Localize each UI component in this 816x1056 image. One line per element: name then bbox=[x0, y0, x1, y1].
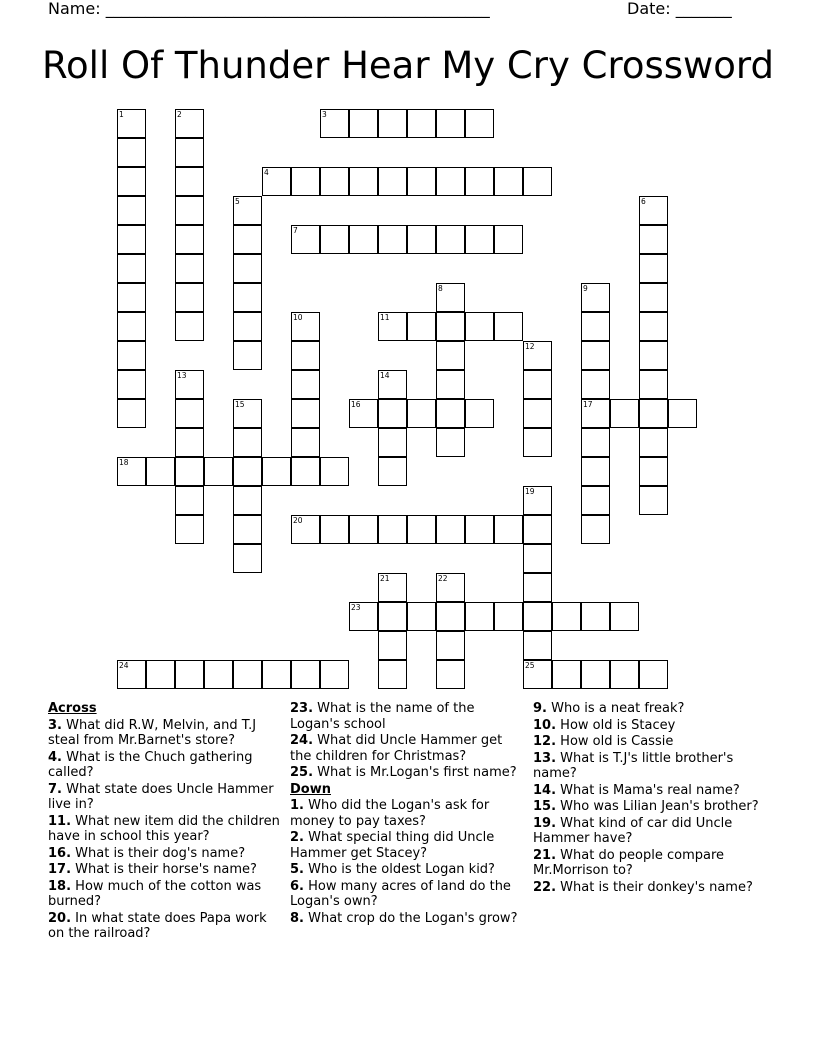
clue-number-label: 24 bbox=[119, 661, 129, 670]
grid-cell[interactable] bbox=[523, 573, 552, 602]
clue-number-label: 10 bbox=[293, 313, 303, 322]
clue-number-label: 15 bbox=[235, 400, 245, 409]
down-clue bbox=[290, 830, 522, 861]
grid-cell[interactable] bbox=[465, 602, 494, 631]
down-clue bbox=[533, 799, 773, 815]
clue-text: What is the Chuch gathering called? bbox=[48, 749, 253, 780]
grid-cell[interactable] bbox=[523, 544, 552, 573]
grid-cell[interactable] bbox=[291, 428, 320, 457]
clue-number-label: 18 bbox=[119, 458, 129, 467]
grid-cell[interactable] bbox=[581, 457, 610, 486]
clue-text: What special thing did Uncle Hammer get Stacey? bbox=[290, 830, 495, 861]
clues-column-3 bbox=[533, 701, 773, 896]
across-clue bbox=[48, 750, 282, 781]
grid-cell[interactable] bbox=[465, 167, 494, 196]
grid-cell[interactable] bbox=[523, 602, 552, 631]
clue-number-label: 21 bbox=[380, 574, 390, 583]
grid-cell[interactable] bbox=[117, 399, 146, 428]
clue-text: What crop do the Logan's grow? bbox=[308, 910, 518, 926]
grid-cell[interactable] bbox=[639, 370, 668, 399]
clue-number-label: 5 bbox=[235, 197, 240, 206]
grid-cell[interactable] bbox=[175, 138, 204, 167]
grid-cell[interactable] bbox=[378, 660, 407, 689]
clues-column-1 bbox=[48, 701, 282, 943]
grid-cell[interactable] bbox=[407, 602, 436, 631]
date-label: Date: bbox=[627, 0, 671, 18]
clue-text: What kind of car did Uncle Hammer have? bbox=[533, 815, 733, 846]
clue-number-label: 25 bbox=[525, 661, 535, 670]
grid-cell[interactable] bbox=[233, 660, 262, 689]
clue-number-label: 22 bbox=[438, 574, 448, 583]
grid-cell[interactable] bbox=[523, 167, 552, 196]
down-clue bbox=[533, 816, 773, 847]
across-clue bbox=[48, 846, 282, 862]
clue-number: 8. bbox=[290, 910, 304, 926]
grid-cell[interactable] bbox=[494, 312, 523, 341]
grid-cell[interactable] bbox=[523, 515, 552, 544]
down-clue bbox=[290, 862, 522, 878]
grid-cell[interactable] bbox=[320, 660, 349, 689]
grid-cell[interactable] bbox=[117, 196, 146, 225]
down-clue bbox=[533, 701, 773, 717]
clue-number-label: 8 bbox=[438, 284, 443, 293]
grid-cell[interactable] bbox=[436, 370, 465, 399]
grid-cell[interactable] bbox=[436, 341, 465, 370]
clue-number: 24. bbox=[290, 733, 314, 748]
across-heading: Across bbox=[48, 701, 97, 716]
clue-text: What is their donkey's name? bbox=[560, 879, 753, 895]
grid-cell[interactable] bbox=[349, 225, 378, 254]
grid-cell[interactable] bbox=[233, 254, 262, 283]
grid-cell[interactable] bbox=[436, 399, 465, 428]
grid-cell[interactable] bbox=[581, 515, 610, 544]
clue-text: How old is Stacey bbox=[560, 717, 676, 733]
grid-cell[interactable] bbox=[291, 167, 320, 196]
grid-cell[interactable] bbox=[407, 225, 436, 254]
clue-number: 9. bbox=[533, 701, 547, 716]
clue-number: 3. bbox=[48, 717, 62, 733]
grid-cell[interactable] bbox=[378, 631, 407, 660]
down-clue bbox=[533, 848, 773, 879]
down-clue bbox=[533, 783, 773, 799]
grid-cell[interactable] bbox=[378, 515, 407, 544]
down-clue bbox=[290, 911, 522, 927]
grid-cell[interactable] bbox=[175, 254, 204, 283]
grid-cell[interactable] bbox=[204, 457, 233, 486]
grid-cell[interactable] bbox=[436, 225, 465, 254]
across-clue bbox=[48, 782, 282, 813]
clue-number-label: 11 bbox=[380, 313, 390, 322]
across-clue bbox=[48, 879, 282, 910]
grid-cell[interactable] bbox=[175, 660, 204, 689]
grid-cell[interactable] bbox=[407, 515, 436, 544]
grid-cell[interactable] bbox=[175, 167, 204, 196]
grid-cell[interactable] bbox=[581, 312, 610, 341]
clue-text: What is Mama's real name? bbox=[560, 782, 740, 798]
clue-text: What did R.W, Melvin, and T.J steal from Mr.Barnet's store? bbox=[48, 717, 257, 748]
grid-cell[interactable] bbox=[639, 457, 668, 486]
grid-cell[interactable] bbox=[349, 109, 378, 138]
grid-cell[interactable] bbox=[610, 660, 639, 689]
grid-cell[interactable] bbox=[465, 312, 494, 341]
grid-cell[interactable] bbox=[117, 370, 146, 399]
grid-cell[interactable] bbox=[407, 312, 436, 341]
grid-cell[interactable] bbox=[117, 138, 146, 167]
clue-text: Who is a neat freak? bbox=[551, 701, 685, 716]
clue-text: What did Uncle Hammer get the children for Christmas? bbox=[290, 733, 503, 764]
clue-number-label: 12 bbox=[525, 342, 535, 351]
grid-cell[interactable] bbox=[436, 515, 465, 544]
grid-cell[interactable] bbox=[175, 225, 204, 254]
grid-cell[interactable] bbox=[378, 225, 407, 254]
clue-number: 14. bbox=[533, 782, 557, 798]
clue-number-label: 19 bbox=[525, 487, 535, 496]
grid-cell[interactable] bbox=[378, 167, 407, 196]
grid-cell[interactable] bbox=[378, 399, 407, 428]
grid-cell[interactable] bbox=[523, 370, 552, 399]
clue-text: Who was Lilian Jean's brother? bbox=[560, 799, 759, 814]
grid-cell[interactable] bbox=[668, 399, 697, 428]
clue-number-label: 4 bbox=[264, 168, 269, 177]
clue-number: 6. bbox=[290, 878, 304, 894]
grid-cell[interactable] bbox=[233, 544, 262, 573]
clue-text: How old is Cassie bbox=[560, 734, 674, 749]
clue-text: What is their dog's name? bbox=[75, 845, 246, 861]
clue-text: Who is the oldest Logan kid? bbox=[308, 862, 495, 877]
down-clue bbox=[533, 880, 773, 896]
grid-cell[interactable] bbox=[175, 457, 204, 486]
clue-number: 23. bbox=[290, 701, 314, 716]
grid-cell[interactable] bbox=[581, 370, 610, 399]
grid-cell[interactable] bbox=[175, 312, 204, 341]
grid-cell[interactable] bbox=[639, 283, 668, 312]
clue-number: 19. bbox=[533, 815, 557, 831]
grid-cell[interactable] bbox=[610, 602, 639, 631]
clue-number-label: 17 bbox=[583, 400, 593, 409]
clue-text: What do people compare Mr.Morrison to? bbox=[533, 847, 725, 878]
grid-cell[interactable] bbox=[523, 428, 552, 457]
grid-cell[interactable] bbox=[552, 602, 581, 631]
grid-cell[interactable] bbox=[639, 341, 668, 370]
grid-cell[interactable] bbox=[262, 660, 291, 689]
grid-cell[interactable] bbox=[204, 660, 233, 689]
grid-cell[interactable] bbox=[291, 660, 320, 689]
grid-cell[interactable] bbox=[639, 312, 668, 341]
grid-cell[interactable] bbox=[233, 341, 262, 370]
clue-number: 18. bbox=[48, 878, 72, 894]
clue-number: 11. bbox=[48, 813, 72, 829]
grid-cell[interactable] bbox=[639, 428, 668, 457]
grid-cell[interactable] bbox=[233, 312, 262, 341]
grid-cell[interactable] bbox=[233, 486, 262, 515]
grid-cell[interactable] bbox=[581, 660, 610, 689]
clue-number: 16. bbox=[48, 845, 72, 861]
across-clue bbox=[290, 701, 522, 732]
across-clue bbox=[48, 911, 282, 942]
grid-cell[interactable] bbox=[291, 341, 320, 370]
grid-cell[interactable] bbox=[146, 660, 175, 689]
grid-cell[interactable] bbox=[175, 428, 204, 457]
down-clue bbox=[533, 734, 773, 750]
grid-cell[interactable] bbox=[581, 486, 610, 515]
grid-cell[interactable] bbox=[320, 167, 349, 196]
down-clue bbox=[290, 798, 522, 829]
across-clue bbox=[48, 862, 282, 878]
clue-number: 7. bbox=[48, 781, 62, 797]
grid-cell[interactable] bbox=[262, 457, 291, 486]
grid-cell[interactable] bbox=[233, 457, 262, 486]
grid-cell[interactable] bbox=[175, 515, 204, 544]
grid-cell[interactable] bbox=[175, 196, 204, 225]
clue-number: 21. bbox=[533, 847, 557, 863]
grid-cell[interactable] bbox=[581, 602, 610, 631]
grid-cell[interactable] bbox=[117, 341, 146, 370]
grid-cell[interactable] bbox=[291, 370, 320, 399]
grid-cell[interactable] bbox=[639, 254, 668, 283]
name-line: ________________________________________________ bbox=[105, 0, 490, 18]
grid-cell[interactable] bbox=[639, 225, 668, 254]
clue-number-label: 9 bbox=[583, 284, 588, 293]
grid-cell[interactable] bbox=[639, 399, 668, 428]
grid-cell[interactable] bbox=[494, 515, 523, 544]
clue-number: 25. bbox=[290, 765, 314, 780]
clue-number: 12. bbox=[533, 734, 557, 749]
grid-cell[interactable] bbox=[494, 167, 523, 196]
clue-text: What new item did the children have in school this year? bbox=[48, 813, 280, 844]
grid-cell[interactable] bbox=[117, 283, 146, 312]
grid-cell[interactable] bbox=[320, 457, 349, 486]
clue-number-label: 16 bbox=[351, 400, 361, 409]
grid-cell[interactable] bbox=[610, 399, 639, 428]
grid-cell[interactable] bbox=[175, 399, 204, 428]
grid-cell[interactable] bbox=[117, 312, 146, 341]
grid-cell[interactable] bbox=[581, 341, 610, 370]
grid-cell[interactable] bbox=[233, 515, 262, 544]
clue-number-label: 13 bbox=[177, 371, 187, 380]
clue-number: 15. bbox=[533, 799, 557, 814]
grid-cell[interactable] bbox=[378, 109, 407, 138]
date-line: _______ bbox=[675, 0, 732, 18]
clue-number: 5. bbox=[290, 862, 304, 877]
clue-number: 10. bbox=[533, 717, 557, 733]
clue-number: 13. bbox=[533, 750, 557, 766]
clue-number-label: 6 bbox=[641, 197, 646, 206]
grid-cell[interactable] bbox=[465, 225, 494, 254]
grid-cell[interactable] bbox=[349, 515, 378, 544]
clue-number-label: 7 bbox=[293, 226, 298, 235]
grid-cell[interactable] bbox=[436, 167, 465, 196]
grid-cell[interactable] bbox=[552, 660, 581, 689]
grid-cell[interactable] bbox=[117, 254, 146, 283]
grid-cell[interactable] bbox=[436, 109, 465, 138]
clue-text: How many acres of land do the Logan's own? bbox=[290, 878, 511, 909]
grid-cell[interactable] bbox=[436, 602, 465, 631]
grid-cell[interactable] bbox=[320, 225, 349, 254]
grid-cell[interactable] bbox=[117, 167, 146, 196]
down-clue bbox=[533, 718, 773, 734]
clue-number: 22. bbox=[533, 879, 557, 895]
grid-cell[interactable] bbox=[233, 225, 262, 254]
grid-cell[interactable] bbox=[320, 515, 349, 544]
clue-text: What is T.J's little brother's name? bbox=[533, 750, 734, 781]
clue-number-label: 14 bbox=[380, 371, 390, 380]
clue-text: Who did the Logan's ask for money to pay taxes? bbox=[290, 798, 490, 829]
across-clue bbox=[48, 718, 282, 749]
grid-cell[interactable] bbox=[378, 457, 407, 486]
grid-cell[interactable] bbox=[407, 109, 436, 138]
grid-cell[interactable] bbox=[378, 602, 407, 631]
clues-column-2 bbox=[290, 701, 522, 927]
page-title: Roll Of Thunder Hear My Cry Crossword bbox=[42, 44, 774, 87]
clue-number-label: 3 bbox=[322, 110, 327, 119]
grid-cell[interactable] bbox=[291, 399, 320, 428]
grid-cell[interactable] bbox=[233, 428, 262, 457]
clue-number: 2. bbox=[290, 830, 304, 845]
grid-cell[interactable] bbox=[407, 399, 436, 428]
across-clue bbox=[290, 765, 522, 781]
grid-cell[interactable] bbox=[465, 515, 494, 544]
grid-cell[interactable] bbox=[436, 660, 465, 689]
clue-text: What state does Uncle Hammer live in? bbox=[48, 781, 274, 812]
grid-cell[interactable] bbox=[436, 428, 465, 457]
grid-cell[interactable] bbox=[639, 660, 668, 689]
grid-cell[interactable] bbox=[436, 312, 465, 341]
clue-number-label: 2 bbox=[177, 110, 182, 119]
clue-number-label: 20 bbox=[293, 516, 303, 525]
grid-cell[interactable] bbox=[523, 631, 552, 660]
grid-cell[interactable] bbox=[494, 225, 523, 254]
down-clue bbox=[533, 751, 773, 782]
grid-cell[interactable] bbox=[291, 457, 320, 486]
clue-text: In what state does Papa work on the railroad? bbox=[48, 910, 267, 941]
grid-cell[interactable] bbox=[175, 486, 204, 515]
grid-cell[interactable] bbox=[117, 225, 146, 254]
clue-text: What is Mr.Logan's first name? bbox=[317, 765, 517, 780]
clue-number: 4. bbox=[48, 749, 62, 765]
grid-cell[interactable] bbox=[407, 167, 436, 196]
grid-cell[interactable] bbox=[465, 109, 494, 138]
clue-number-label: 1 bbox=[119, 110, 124, 119]
grid-cell[interactable] bbox=[523, 399, 552, 428]
grid-cell[interactable] bbox=[494, 602, 523, 631]
grid-cell[interactable] bbox=[436, 631, 465, 660]
clue-text: What is their horse's name? bbox=[75, 862, 257, 877]
grid-cell[interactable] bbox=[378, 428, 407, 457]
down-heading: Down bbox=[290, 781, 331, 797]
across-clue bbox=[48, 814, 282, 845]
clue-number-label: 23 bbox=[351, 603, 361, 612]
grid-cell[interactable] bbox=[175, 283, 204, 312]
clue-number: 1. bbox=[290, 798, 304, 813]
clue-text: What is the name of the Logan's school bbox=[290, 701, 475, 732]
across-clue bbox=[290, 733, 522, 764]
grid-cell[interactable] bbox=[233, 283, 262, 312]
clue-text: How much of the cotton was burned? bbox=[48, 878, 262, 909]
clue-number: 20. bbox=[48, 910, 72, 926]
grid-cell[interactable] bbox=[465, 399, 494, 428]
name-label: Name: bbox=[48, 0, 101, 18]
grid-cell[interactable] bbox=[639, 486, 668, 515]
grid-cell[interactable] bbox=[581, 428, 610, 457]
grid-cell[interactable] bbox=[146, 457, 175, 486]
grid-cell[interactable] bbox=[349, 167, 378, 196]
clue-number: 17. bbox=[48, 862, 72, 877]
down-clue bbox=[290, 879, 522, 910]
